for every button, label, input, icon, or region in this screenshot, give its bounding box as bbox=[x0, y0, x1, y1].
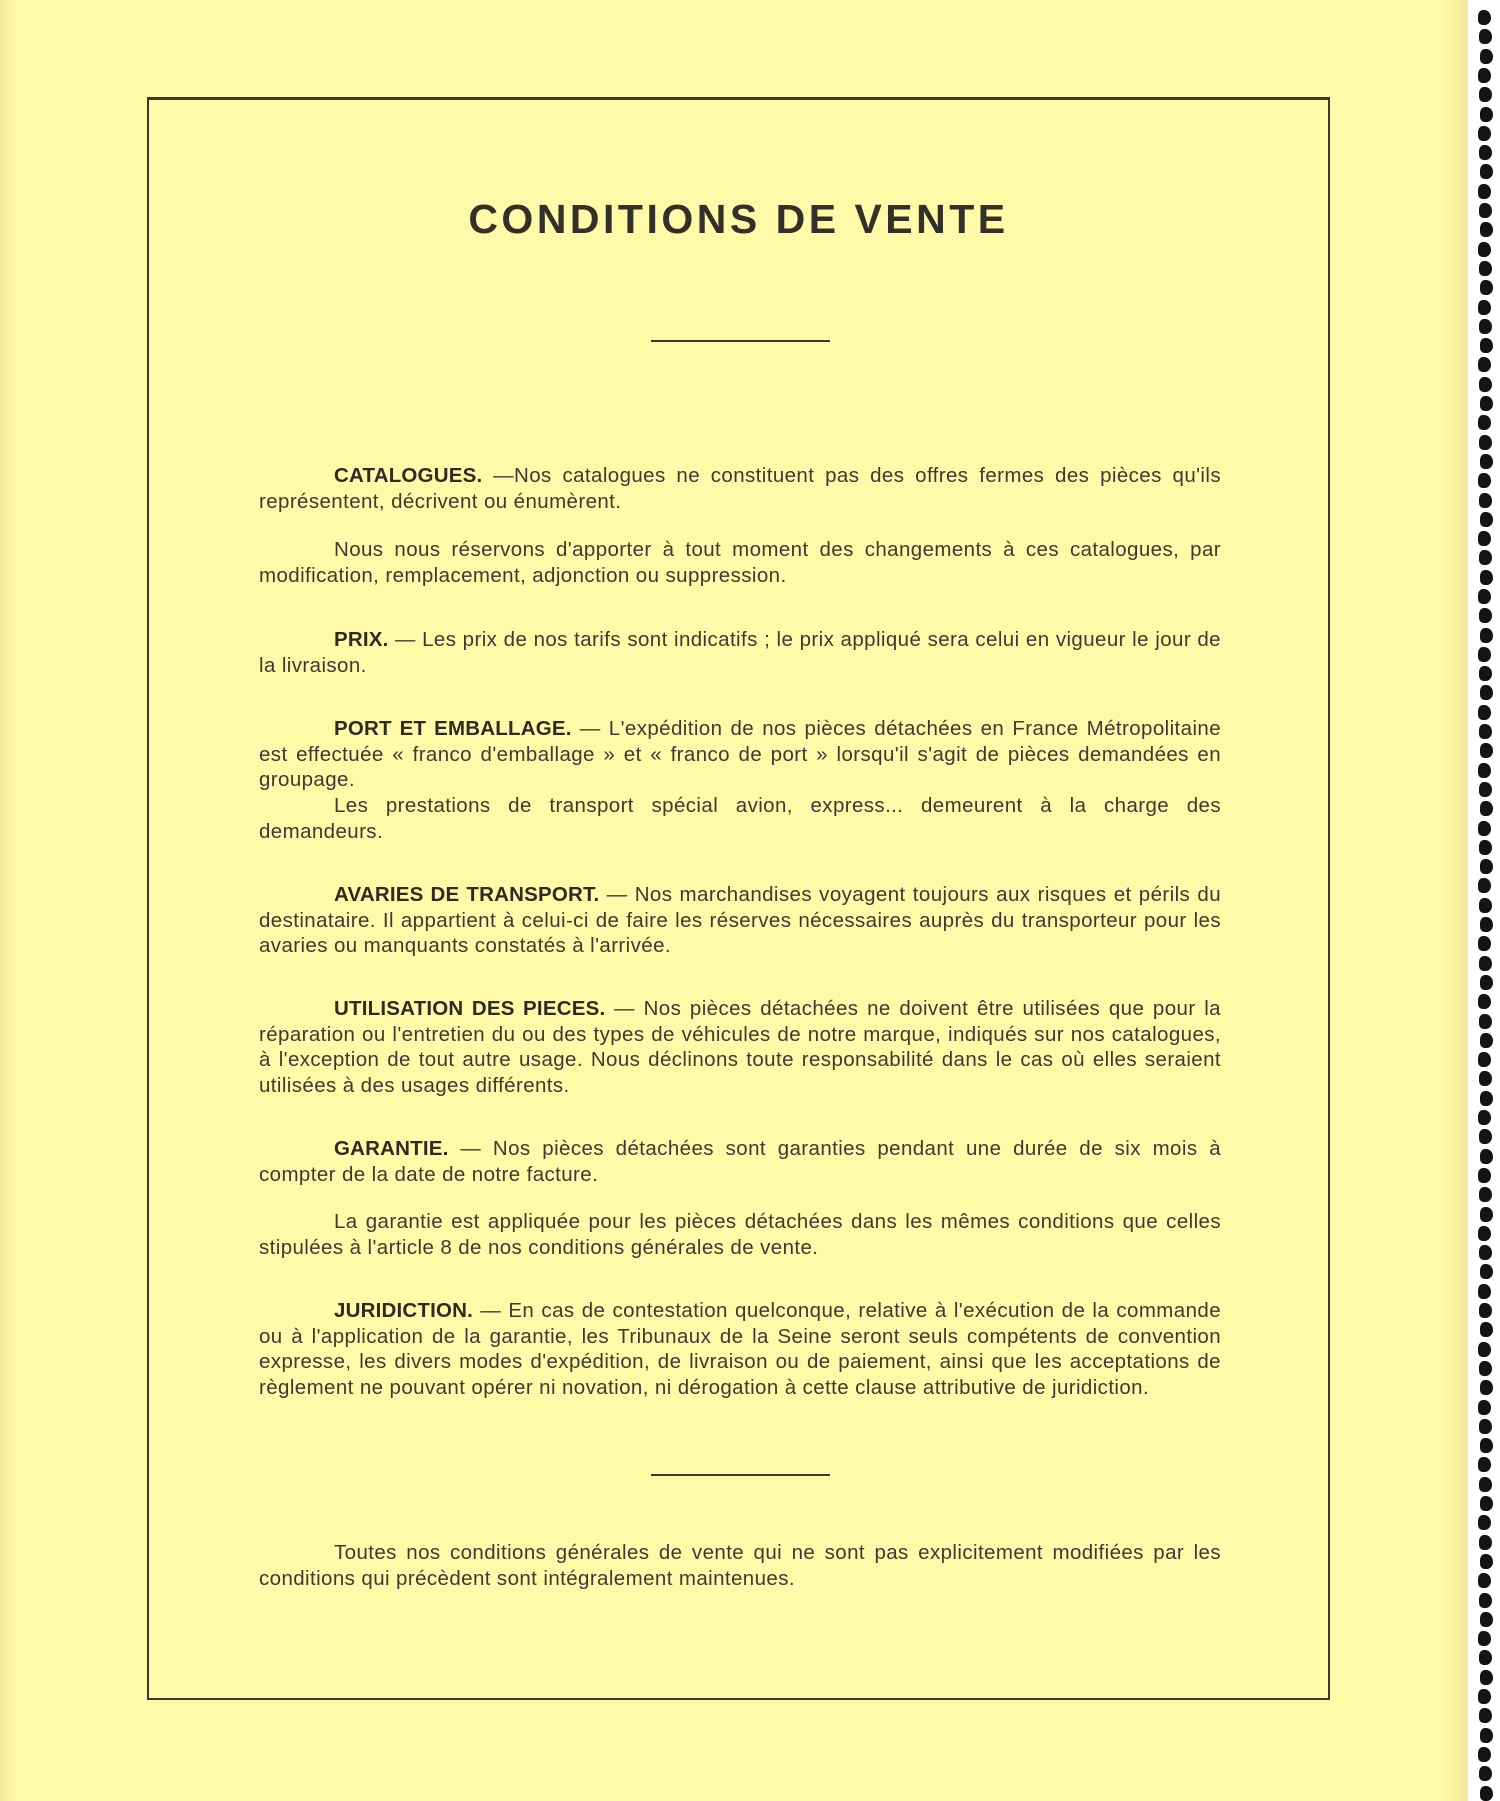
binding-hole-icon bbox=[1479, 1245, 1492, 1260]
binding-hole-icon bbox=[1478, 300, 1491, 315]
page-title: CONDITIONS DE VENTE bbox=[468, 196, 1009, 242]
binding-hole-icon bbox=[1478, 126, 1491, 141]
binding-hole-icon bbox=[1479, 1419, 1492, 1434]
binding-hole-icon bbox=[1478, 1052, 1491, 1067]
binding-hole-icon bbox=[1478, 1400, 1491, 1415]
binding-hole-icon bbox=[1480, 1612, 1493, 1627]
binding-hole-icon bbox=[1478, 184, 1491, 199]
binding-hole-icon bbox=[1480, 1554, 1493, 1569]
binding-hole-icon bbox=[1479, 1014, 1492, 1029]
section-heading: GARANTIE. bbox=[334, 1137, 449, 1160]
section-garantie-conditions bbox=[259, 1209, 1221, 1260]
binding-hole-icon bbox=[1480, 512, 1493, 527]
section-catalogues-changes bbox=[259, 537, 1221, 588]
binding-hole-icon bbox=[1479, 1071, 1492, 1086]
binding-hole-icon bbox=[1480, 1496, 1493, 1511]
binding-hole-icon bbox=[1480, 164, 1493, 179]
binding-hole-icon bbox=[1480, 280, 1493, 295]
section-text: — Les prix de nos tarifs sont indicatifs ; le prix appliqué sera celui en vigueur le jour de la livraison. bbox=[259, 628, 1221, 677]
binding-hole-icon bbox=[1478, 589, 1491, 604]
section-text: Les prestations de transport spécial avion, express... demeurent à la charge des demandeurs. bbox=[259, 794, 1221, 843]
binding-hole-icon bbox=[1478, 1515, 1491, 1530]
section-text: —Nos catalogues ne constituent pas des offres fermes des pièces qu'ils représentent, décrivent ou énumèrent. bbox=[259, 464, 1221, 513]
binding-hole-icon bbox=[1479, 666, 1492, 681]
binding-hole-icon bbox=[1479, 145, 1492, 160]
binding-hole-icon bbox=[1480, 975, 1493, 990]
binding-hole-icon bbox=[1478, 1689, 1491, 1704]
binding-hole-icon bbox=[1478, 1284, 1491, 1299]
binding-hole-icon bbox=[1479, 1593, 1492, 1608]
binding-hole-icon bbox=[1479, 1766, 1492, 1781]
binding-hole-icon bbox=[1480, 1380, 1493, 1395]
binding-hole-icon bbox=[1480, 801, 1493, 816]
binding-hole-icon bbox=[1478, 647, 1491, 662]
binding-hole-icon bbox=[1479, 435, 1492, 450]
binding-hole-icon bbox=[1480, 1091, 1493, 1106]
binding-hole-icon bbox=[1479, 608, 1492, 623]
binding-hole-icon bbox=[1480, 1670, 1493, 1685]
binding-hole-icon bbox=[1478, 1342, 1491, 1357]
binding-hole-icon bbox=[1479, 1361, 1492, 1376]
section-transport-special bbox=[259, 793, 1221, 844]
section-prix bbox=[259, 627, 1221, 678]
binding-hole-icon bbox=[1480, 685, 1493, 700]
binding-hole-icon bbox=[1479, 87, 1492, 102]
binding-hole-icon bbox=[1480, 1438, 1493, 1453]
binding-hole-icon bbox=[1479, 1187, 1492, 1202]
binding-hole-icon bbox=[1479, 956, 1492, 971]
section-text: La garantie est appliquée pour les pièces détachées dans les mêmes conditions que celles stipulées à l'article 8 de nos conditions générales de vente. bbox=[259, 1210, 1221, 1259]
binding-hole-icon bbox=[1479, 1535, 1492, 1550]
section-heading: PRIX. bbox=[334, 628, 389, 651]
binding-hole-icon bbox=[1478, 531, 1491, 546]
section-text: Nous nous réservons d'apporter à tout moment des changements à ces catalogues, par modification, remplacement, adjonction ou suppression. bbox=[259, 538, 1221, 587]
binding-hole-icon bbox=[1479, 493, 1492, 508]
binding-hole-icon bbox=[1478, 1226, 1491, 1241]
binding-hole-icon bbox=[1480, 107, 1493, 122]
binding-hole-icon bbox=[1479, 319, 1492, 334]
binding-hole-icon bbox=[1478, 994, 1491, 1009]
section-avaries-transport bbox=[259, 882, 1221, 959]
section-text: — L'expédition de nos pièces détachées en France Métropolitaine est effectuée « franco d'emballage » et « franco de port » lorsqu'il s'agit de pièces demandées en groupage. bbox=[259, 717, 1221, 791]
binding-hole-icon bbox=[1480, 454, 1493, 469]
binding-hole-icon bbox=[1478, 357, 1491, 372]
binding-hole-icon bbox=[1479, 1303, 1492, 1318]
closing-statement: Toutes nos conditions générales de vente qui ne sont pas explicitement modifiées par les conditions qui précèdent sont intégralement maintenues. bbox=[259, 1541, 1221, 1590]
section-port-emballage bbox=[259, 716, 1221, 793]
binding-hole-icon bbox=[1478, 1747, 1491, 1762]
binding-hole-icon bbox=[1480, 917, 1493, 932]
section-heading: JURIDICTION. bbox=[334, 1299, 474, 1322]
binding-hole-icon bbox=[1478, 1457, 1491, 1472]
binding-hole-icon bbox=[1479, 898, 1492, 913]
binding-hole-icon bbox=[1480, 1728, 1493, 1743]
binding-hole-icon bbox=[1480, 628, 1493, 643]
section-heading: PORT ET EMBALLAGE. bbox=[334, 717, 572, 740]
section-juridiction bbox=[259, 1298, 1221, 1400]
binding-hole-icon bbox=[1478, 705, 1491, 720]
section-text: — Nos pièces détachées ne doivent être utilisées que pour la réparation ou l'entretien du ou des types de véhicules de notre marque, indiqués sur nos catalogues, à l'exception de tout autre usage. Nous déclinons toute responsabilité dans le cas où elles seraient utilisées à des usages différents. bbox=[259, 997, 1221, 1097]
binding-hole-icon bbox=[1479, 550, 1492, 565]
section-heading: AVARIES DE TRANSPORT. bbox=[334, 883, 600, 906]
binding-hole-icon bbox=[1479, 29, 1492, 44]
binding-hole-icon bbox=[1479, 377, 1492, 392]
binding-hole-icon bbox=[1480, 1322, 1493, 1337]
binding-hole-icon bbox=[1478, 242, 1491, 257]
binding-hole-icon bbox=[1479, 203, 1492, 218]
section-heading: CATALOGUES. bbox=[334, 464, 483, 487]
binding-hole-icon bbox=[1480, 338, 1493, 353]
binding-hole-icon bbox=[1479, 1129, 1492, 1144]
binding-edge-shadow bbox=[1440, 0, 1468, 1801]
binding-hole-icon bbox=[1479, 1708, 1492, 1723]
binding-hole-icon bbox=[1478, 1631, 1491, 1646]
binding-hole-icon bbox=[1478, 68, 1491, 83]
binding-hole-icon bbox=[1478, 763, 1491, 778]
binding-hole-icon bbox=[1478, 1573, 1491, 1588]
binding-hole-icon bbox=[1479, 1650, 1492, 1665]
binding-hole-icon bbox=[1480, 1264, 1493, 1279]
binding-hole-icon bbox=[1480, 396, 1493, 411]
section-catalogues bbox=[259, 463, 1221, 514]
closing-divider bbox=[651, 1474, 830, 1476]
binding-hole-icon bbox=[1480, 49, 1493, 64]
section-heading: UTILISATION DES PIECES. bbox=[334, 997, 606, 1020]
section-garantie bbox=[259, 1136, 1221, 1187]
binding-hole-icon bbox=[1480, 222, 1493, 237]
section-text: — Nos marchandises voyagent toujours aux risques et périls du destinataire. Il appartient à celui-ci de faire les réserves nécessaires auprès du transporteur pour les avaries ou manquants constatés à l'arrivée. bbox=[259, 883, 1222, 957]
binding-hole-icon bbox=[1480, 1786, 1493, 1801]
binding-hole-icon bbox=[1479, 261, 1492, 276]
title-divider bbox=[651, 340, 830, 342]
page-edge-shadow bbox=[0, 0, 18, 1801]
binding-hole-icon bbox=[1480, 1207, 1493, 1222]
spiral-binding bbox=[1468, 0, 1500, 1801]
binding-hole-icon bbox=[1480, 570, 1493, 585]
binding-hole-icon bbox=[1478, 473, 1491, 488]
binding-hole-icon bbox=[1479, 840, 1492, 855]
binding-hole-icon bbox=[1480, 1149, 1493, 1164]
binding-hole-icon bbox=[1478, 1110, 1491, 1125]
binding-hole-icon bbox=[1479, 1477, 1492, 1492]
binding-hole-icon bbox=[1479, 724, 1492, 739]
binding-hole-icon bbox=[1478, 1168, 1491, 1183]
section-text: — En cas de contestation quelconque, relative à l'exécution de la commande ou à l'application de la garantie, les Tribunaux de la Seine seront seuls compétents de convention expresse, les divers modes d'expédition, de livraison ou de paiement, ainsi que les acceptations de règlement ne pouvant opérer ni novation, ni dérogation à cette clause attributive de juridiction. bbox=[259, 1299, 1221, 1399]
binding-hole-icon bbox=[1480, 859, 1493, 874]
binding-hole-icon bbox=[1478, 878, 1491, 893]
binding-hole-icon bbox=[1478, 10, 1491, 25]
binding-hole-icon bbox=[1480, 1033, 1493, 1048]
binding-hole-icon bbox=[1478, 415, 1491, 430]
binding-hole-icon bbox=[1478, 821, 1491, 836]
binding-hole-icon bbox=[1479, 782, 1492, 797]
section-utilisation-pieces bbox=[259, 996, 1221, 1098]
binding-hole-icon bbox=[1478, 936, 1491, 951]
binding-hole-icon bbox=[1480, 743, 1493, 758]
section-text: — Nos pièces détachées sont garanties pendant une durée de six mois à compter de la date de notre facture. bbox=[259, 1137, 1221, 1186]
